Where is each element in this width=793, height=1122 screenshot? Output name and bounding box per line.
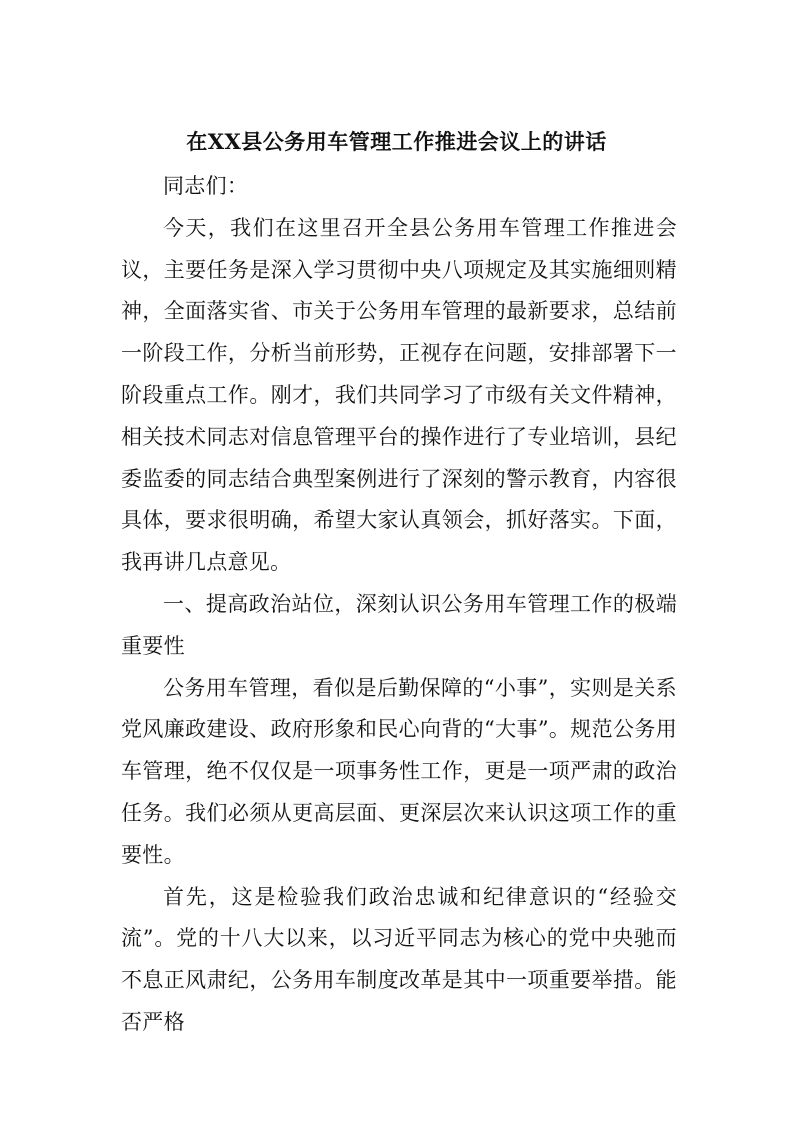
document-body <box>121 166 677 1044</box>
document-title: 在XX县公务用车管理工作推进会议上的讲话 <box>186 129 607 154</box>
salutation-paragraph: 同志们： <box>163 174 249 198</box>
opening-paragraph: 今天，我们在这里召开全县公务用车管理工作推进会议，主要任务是深入学习贯彻中央八项规定及其实施细则精神，全面落实省、市关于公务用车管理的最新要求，总结前一阶段工作，分析当前形势，正视存在问题，安排部署下一阶段重点工作。刚才，我们共同学习了市级有关文件精神，相关技术同志对信息管理平台的操作进行了专业培训，县纪委监委的同志结合典型案例进行了深刻的警示教育，内容很具体，要求很明确，希望大家认真领会，抓好落实。下面，我再讲几点意见。 <box>121 215 677 575</box>
body-paragraph: 首先，这是检验我们政治忠诚和纪律意识的“经验交流”。党的十八大以来，以习近平同志为核心的党中央驰而不息正风肃纪，公务用车制度改革是其中一项重要举措。能否严格 <box>121 884 677 1034</box>
section-heading: 一、提高政治站位，深刻认识公务用车管理工作的极端重要性 <box>121 591 677 658</box>
body-paragraph: 公务用车管理，看似是后勤保障的“小事”，实则是关系党风廉政建设、政府形象和民心向背的“大事”。规范公务用车管理，绝不仅仅是一项事务性工作，更是一项严肃的政治任务。我们必须从更高层面、更深层次来认识这项工作的重要性。 <box>121 675 677 867</box>
